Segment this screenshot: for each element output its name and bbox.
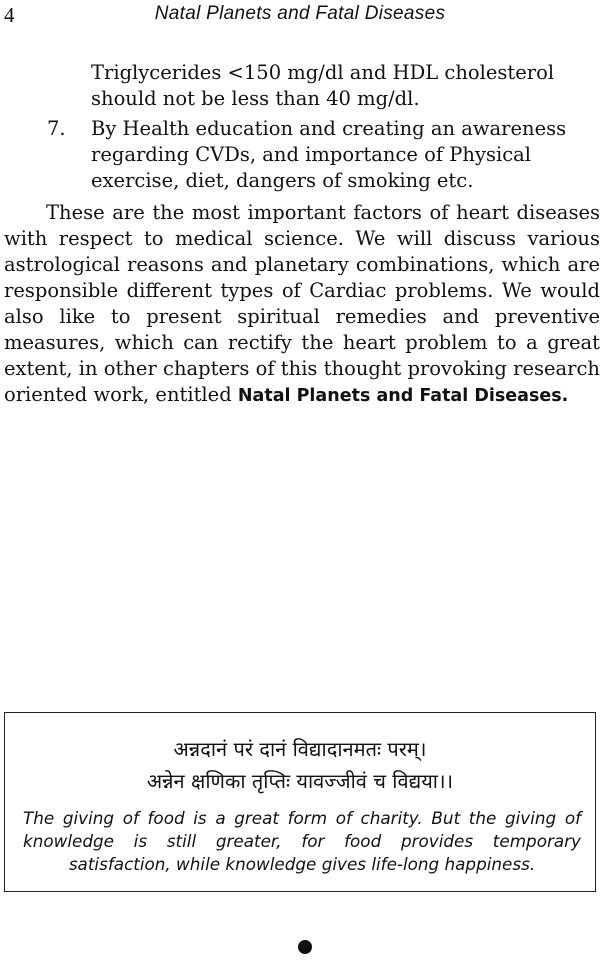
page-header — [0, 0, 600, 34]
list-item-text: By Health education and creating an awareness regarding CVDs, and importance of Physical exercise, diet, dangers of smoking etc. — [91, 117, 567, 192]
list-item-continuation: Triglycerides <150 mg/dl and HDL cholesterol should not be less than 40 mg/dl. — [91, 61, 555, 110]
body-paragraph — [4, 200, 600, 409]
sanskrit-line-1: अन्नदानं परं दानं विद्यादानमतः परम्। — [173, 737, 427, 761]
bullet-ornament — [298, 940, 312, 954]
sanskrit-line-2: अन्नेन क्षणिका तृप्तिः यावज्जीवं च विद्यया।। — [146, 769, 454, 793]
paragraph-text: These are the most important factors of heart diseases with respect to medical science. We will discuss various astrological reasons and planetary combinations, which are responsible different types of Cardiac problems. We would also like to present spiritual remedies and preventive measures, which can rectify the heart problem to a great extent, in other chapters of this thought provoking research oriented work, entitled — [4, 201, 600, 406]
list-item-number: 7. — [47, 117, 66, 140]
quote-translation: The giving of food is a great form of charity. But the giving of knowledge is still greater, for food provides temporary satisfaction, while knowledge gives life-long happiness. — [23, 808, 581, 874]
quote-box — [4, 712, 596, 892]
page-number: 4 — [4, 3, 15, 27]
running-title: Natal Planets and Fatal Diseases — [154, 3, 446, 24]
book-title: Natal Planets and Fatal Diseases. — [237, 386, 569, 406]
